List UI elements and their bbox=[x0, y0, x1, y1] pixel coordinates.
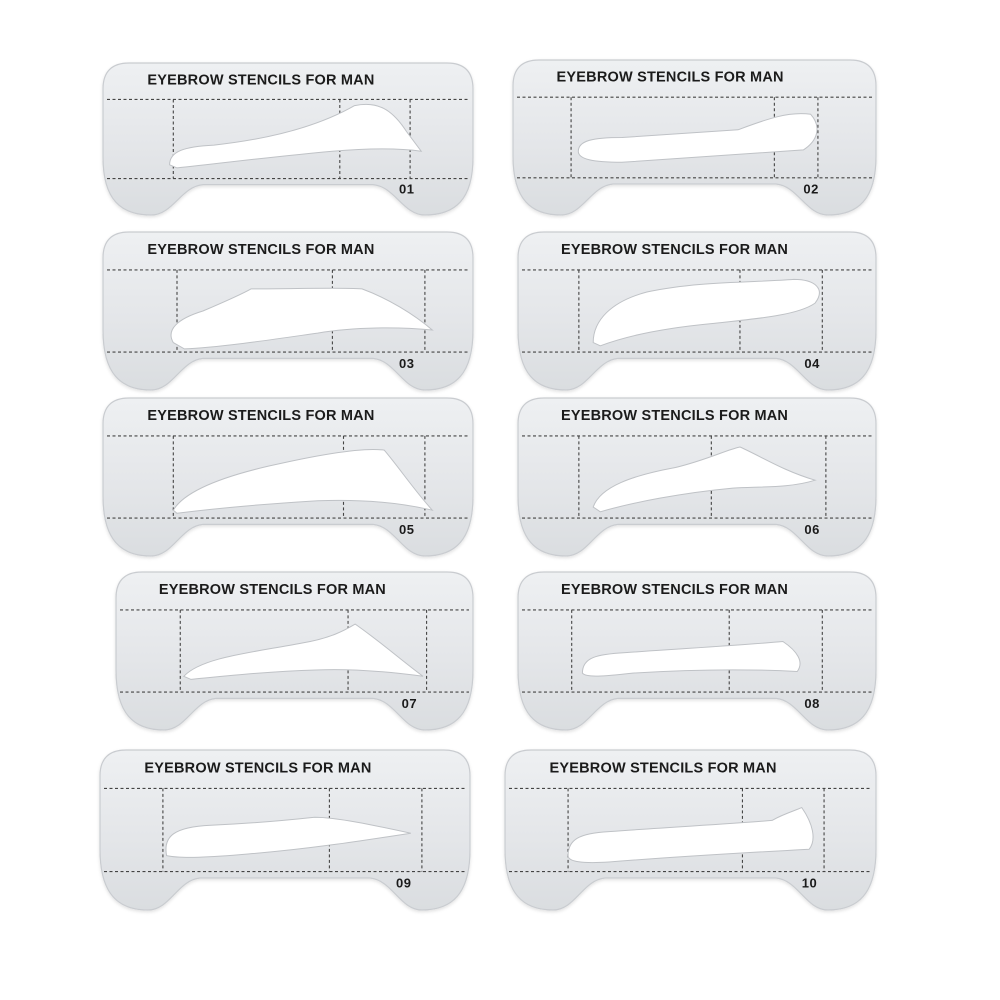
stencil-title: EYEBROW STENCILS FOR MAN bbox=[560, 242, 789, 259]
stencil-number: 01 bbox=[399, 181, 415, 197]
stencil-title: EYEBROW STENCILS FOR MAN bbox=[144, 760, 372, 777]
eyebrow-stencil-card bbox=[116, 572, 473, 730]
eyebrow-stencil-card bbox=[518, 572, 876, 730]
eyebrow-stencil-card bbox=[518, 232, 876, 390]
stencil-number: 08 bbox=[804, 695, 820, 711]
stencil-number: 05 bbox=[399, 521, 415, 537]
eyebrow-stencil-card bbox=[103, 232, 473, 390]
eyebrow-stencil-card bbox=[100, 750, 470, 910]
eyebrow-stencil-card bbox=[513, 60, 876, 215]
stencil-number: 09 bbox=[396, 875, 412, 891]
stencil-number: 06 bbox=[804, 521, 820, 537]
stencil-title: EYEBROW STENCILS FOR MAN bbox=[147, 242, 375, 259]
stencil-title: EYEBROW STENCILS FOR MAN bbox=[147, 408, 375, 425]
eyebrow-stencil-card bbox=[505, 750, 876, 910]
stencil-title: EYEBROW STENCILS FOR MAN bbox=[158, 582, 386, 599]
stencil-title: EYEBROW STENCILS FOR MAN bbox=[560, 582, 789, 599]
stencil-number: 07 bbox=[401, 695, 418, 711]
stencil-number: 04 bbox=[804, 355, 820, 371]
stencil-number: 02 bbox=[803, 181, 819, 197]
eyebrow-stencil-card bbox=[518, 398, 876, 556]
stencil-title: EYEBROW STENCILS FOR MAN bbox=[556, 69, 784, 86]
stencil-number: 10 bbox=[801, 875, 818, 891]
stencil-number: 03 bbox=[399, 355, 415, 371]
stencil-title: EYEBROW STENCILS FOR MAN bbox=[147, 72, 375, 89]
stencil-title: EYEBROW STENCILS FOR MAN bbox=[560, 408, 789, 425]
eyebrow-stencil-card bbox=[103, 398, 473, 556]
stencil-title: EYEBROW STENCILS FOR MAN bbox=[549, 760, 777, 777]
eyebrow-stencil-card bbox=[103, 63, 473, 215]
